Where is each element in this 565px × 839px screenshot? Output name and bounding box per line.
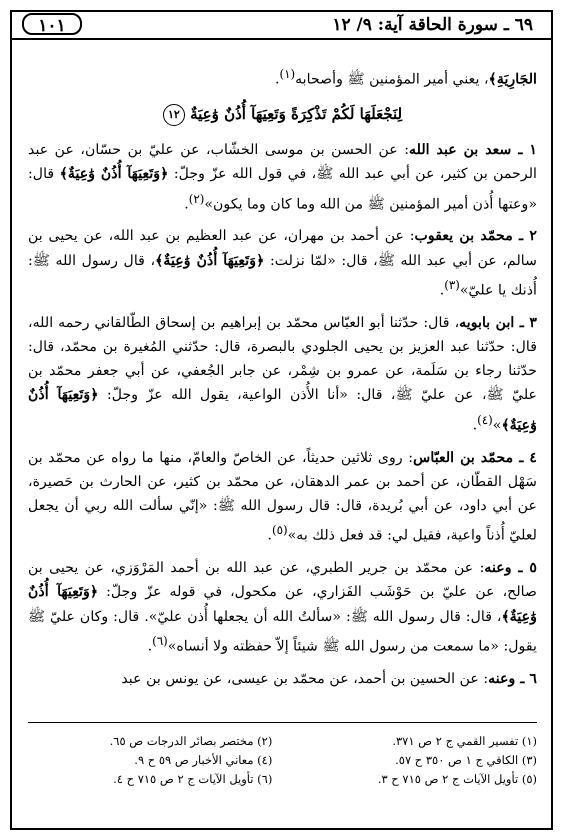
narration-end: . bbox=[147, 638, 153, 655]
narration-2 bbox=[28, 224, 537, 302]
footnote-ref: (٢) bbox=[188, 191, 205, 206]
narration-3 bbox=[28, 311, 537, 438]
footnote-ref: (٣) bbox=[444, 277, 460, 292]
narration-end: . bbox=[267, 527, 273, 544]
footnote-ref: (٤) bbox=[477, 412, 493, 427]
footnote: (٤) معاني الأخبار ص ٥٩ ح ٩. bbox=[134, 753, 273, 767]
page-header bbox=[10, 10, 553, 40]
narration-lead: ٤ ـ محمّد بن العبّاس bbox=[413, 449, 537, 466]
narration-text: : عن الحسن بن موسى الخشّاب، عن عليّ بن حسّان، عن عبد الرحمن بن كثير، عن أبي عبد الله ﷺ، في قول الله عزّ وجلّ: bbox=[28, 142, 537, 183]
intro-text: ، يعني أمير المؤمنين ﷺ وأصحابه bbox=[295, 71, 489, 88]
verse-heading bbox=[28, 102, 537, 126]
footnote-ref: (٦) bbox=[152, 633, 168, 648]
narration-text: : عن محمّد بن جرير الطبري، عن عبد الله بن أحمد المَرْوَزي، عن يحيى بن صالح، عن عليّ بن حَوْشَب الفَزاري، عن مكحول، في قوله عزّ وجلّ: bbox=[28, 560, 538, 601]
narration-text: ، قال: حدّثنا أبو العبّاس محمّد بن إبراهيم بن إسحاق الطّالقاني رحمه الله، قال: حدّثنا عبد العزيز بن يحيى الجلودي بالبصرة، قال: حدّثني المُغيرة بن محمّد، قال: حدّثنا رجاء بن سَلَمة، عن عمرو بن شِمْر، عن جابر الجُعفي، عن أبي جعفر محمّد بن عليّ ﷺ، عن عليّ ﷺ، قال: «أنا الأُذن الواعية، يقول الله عزّ وجلّ: bbox=[28, 314, 538, 404]
narration-text: : عن أحمد بن مهران، عن عبد العظيم بن عبد الله، عن يحيى بن سالم، عن أبي عبد الله ﷺ، قال: «لمّا نزلت: bbox=[28, 228, 537, 269]
narration-6 bbox=[28, 667, 537, 691]
narration-5 bbox=[28, 556, 537, 659]
footnote-ref: (٥) bbox=[272, 523, 288, 538]
narration-tail: ، قال: قال رسول الله ﷺ: «سألتُ الله أن يجعلها أُذن عليّ». قال: وكان عليّ ﷺ يقول: «ما سمعت من رسول الله ﷺ شيئاً إلاّ حفظته ولا أنساه» bbox=[28, 608, 537, 655]
running-head: ٦٩ ـ سورة الحاقة آية: ٩/ ١٢ bbox=[332, 15, 533, 35]
footnote-ref: (١) bbox=[279, 67, 296, 81]
narration-lead: ١ ـ سعد بن عبد الله bbox=[409, 142, 537, 159]
narration-lead: ٣ ـ ابن بابويه bbox=[459, 314, 537, 331]
narration-end: . bbox=[184, 196, 189, 213]
footnote: (٦) تأويل الآيات ج ٢ ص ٧١٥ ح ٤. bbox=[113, 772, 273, 786]
intro-end: . bbox=[274, 71, 280, 88]
verse-quote: ﴿وَتَعِيَهَآ أُذُنٌ وَٰعِيَةٌ﴾ bbox=[28, 387, 537, 434]
footnotes-right-column bbox=[293, 732, 537, 789]
verse-quote: ﴿وَتَعِيَهَآ أُذُنٌ وَٰعِيَةٌ﴾ bbox=[59, 166, 169, 183]
footnote-divider bbox=[28, 722, 537, 723]
ayah-number-badge: ١٢ bbox=[163, 104, 185, 126]
narration-lead: ٦ ـ وعنه bbox=[488, 670, 537, 687]
footnote: (٢) مختصر بصائر الدرجات ص ٦٥. bbox=[109, 734, 273, 748]
intro-lead: الجَارِيَةِ﴾ bbox=[488, 71, 537, 88]
narration-end: . bbox=[472, 417, 478, 434]
footnotes-left-column bbox=[28, 732, 272, 789]
verse-quote: ﴿وَتَعِيَهَآ أُذُنٌ وَٰعِيَةٌ﴾ bbox=[28, 584, 537, 625]
narration-lead: ٥ ـ وعنه bbox=[484, 560, 537, 577]
intro-paragraph bbox=[28, 62, 537, 92]
narration-4 bbox=[28, 446, 537, 549]
footnote: (٣) الكافي ج ١ ص ٣٥٠ ح ٥٧. bbox=[395, 753, 537, 767]
narration-tail: قال: «وعتها أُذن أمير المؤمنين ﷺ من الله وما كان وما يكون» bbox=[28, 166, 537, 213]
narration-text: : عن الحسين بن أحمد، عن محمّد بن عيسى، عن يونس بن عبد bbox=[121, 670, 489, 687]
page-number: ١٠١ bbox=[22, 13, 82, 35]
footnote: (١) تفسير القمي ج ٢ ص ٣٧١. bbox=[392, 734, 537, 748]
narration-lead: ٢ ـ محمّد بن يعقوب bbox=[414, 228, 538, 245]
footnote: (٥) تأويل الآيات ج ٢ ص ٧١٥ ح ٣. bbox=[377, 772, 537, 786]
narration-text: : روى ثلاثين حديثاً، عن الخاصّ والعامّ، منها ما رواه عن محمّد بن سَهْل القطّان، عن أحمد بن عمر الدهقان، عن محمّد بن كثير، عن الحارث بن حَصيرة، عن أبي داود، عن أبي بُريدة، قال: قال رسول الله ﷺ: «إنّي سألت الله ربي أن يجعل لعليّ أُذناً واعية، فقيل لي: قد فعل ذلك به» bbox=[28, 449, 537, 544]
verse-text: لِنَجْعَلَهَا لَكُمْ تَذْكِرَةً وَتَعِيَهَآ أُذُنٌ وَٰعِيَةٌ bbox=[190, 104, 403, 123]
main-text bbox=[28, 62, 537, 699]
verse-quote: ﴿وَتَعِيَهَآ أُذُنٌ وَٰعِيَةٌ﴾ bbox=[155, 252, 265, 269]
narration-1 bbox=[28, 138, 537, 216]
narration-tail: ، قال رسول الله ﷺ: أُذنك يا عليّ» bbox=[28, 252, 537, 299]
narration-tail: » bbox=[492, 417, 502, 434]
narration-end: . bbox=[439, 282, 445, 299]
